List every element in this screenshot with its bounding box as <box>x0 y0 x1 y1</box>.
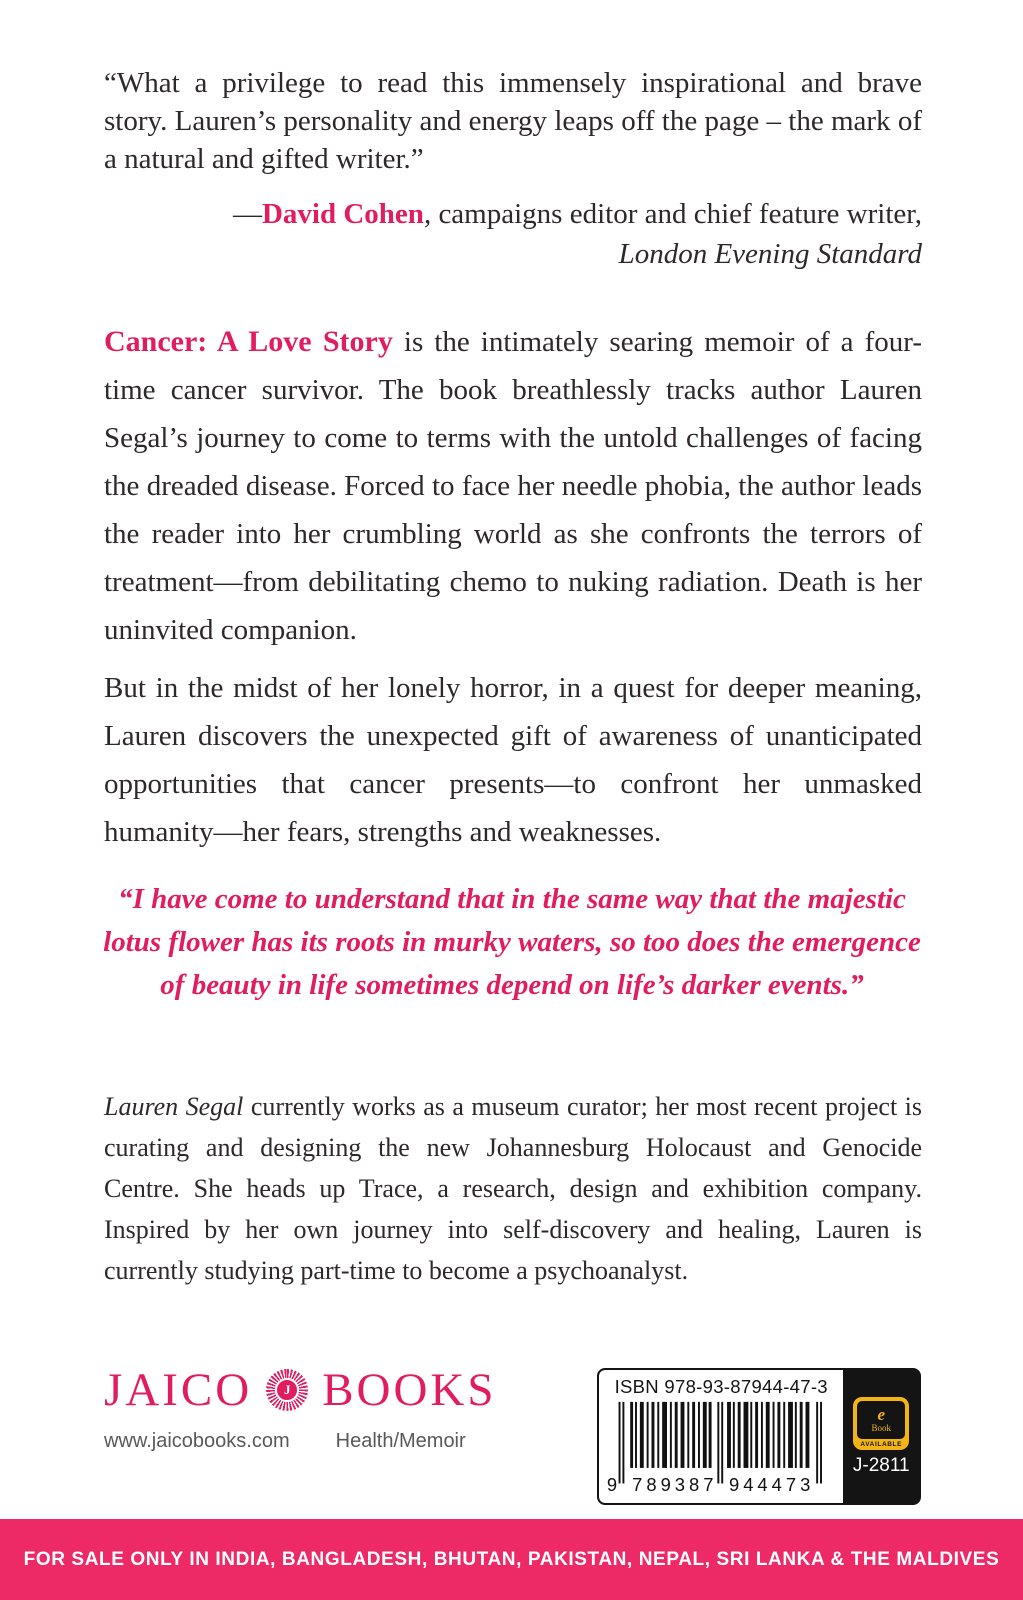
synopsis-text-1: is the intimately searing memoir of a four-time cancer survivor. The book breathlessly tracks author Lauren Segal’s journey to come to terms with the untold challenges of facing the dreaded disease. Forced to face her needle phobia, the author leads the reader into her crumbling world as she confronts the terrors of treatment—from debilitating chemo to nuking radiation. Death is her uninvited companion. <box>104 326 922 646</box>
barcode-digit-group-1: 9 <box>606 1474 618 1496</box>
author-bio <box>104 1086 922 1291</box>
barcode-side-panel <box>843 1370 919 1503</box>
sales-restriction-bar <box>0 1519 1023 1600</box>
synopsis-paragraph-2: But in the midst of her lonely horror, in a quest for deeper meaning, Lauren discovers the unexpected gift of awareness of unanticipated opportunities that cancer presents—to confront her unmasked humanity—her fears, strengths and weaknesses. <box>104 672 922 848</box>
sales-restriction-text: FOR SALE ONLY IN INDIA, BANGLADESH, BHUTAN, PAKISTAN, NEPAL, SRI LANKA & THE MALDIVES <box>23 1548 1000 1570</box>
publisher-logo <box>104 1364 497 1416</box>
author-pull-quote: “I have come to understand that in the same way that the majestic lotus flower has its roots in murky waters, so too does the emergence of beauty in life sometimes depend on life’s darker events.” <box>103 883 921 1001</box>
attribution-dash: — <box>232 198 262 230</box>
barcode-digit-group-3: 944473 <box>728 1474 811 1496</box>
ebook-book-icon <box>857 1401 905 1439</box>
ebook-book-label: Book <box>871 1422 891 1433</box>
ebook-available-label: AVAILABLE <box>860 1440 903 1448</box>
reviewer-title: , campaigns editor and chief feature writer, <box>423 198 922 230</box>
publisher-code: J-2811 <box>852 1454 910 1476</box>
bio-text: currently works as a museum curator; her most recent project is curating and designing the new Johannesburg Holocaust and Genocide Centre. She heads up Trace, a research, design and exhibition company. Inspired by her own journey into self-discovery and healing, Lauren is currently studying part-time to become a psychoanalyst. <box>104 1092 922 1285</box>
isbn-number: ISBN 978-93-87944-47-3 <box>614 1376 828 1397</box>
review-source: London Evening Standard <box>618 238 922 270</box>
barcode-panel <box>597 1368 921 1505</box>
publisher-website: www.jaicobooks.com <box>104 1430 290 1452</box>
publisher-name-jaico: JAICO <box>104 1364 253 1416</box>
author-name: Lauren Segal <box>104 1092 244 1121</box>
barcode-image <box>605 1398 837 1499</box>
barcode-digit-group-2: 789387 <box>632 1474 714 1496</box>
barcode-area <box>599 1370 843 1503</box>
book-category: Health/Memoir <box>335 1430 466 1452</box>
synopsis-paragraph-1 <box>104 318 922 654</box>
jaico-monogram: J <box>275 1378 299 1402</box>
book-title: Cancer: A Love Story <box>104 325 393 358</box>
jaico-sunburst-icon <box>266 1369 308 1411</box>
reviewer-name: David Cohen <box>261 198 424 230</box>
publisher-name-books: BOOKS <box>322 1364 497 1416</box>
ebook-e-glyph: e <box>877 1404 885 1424</box>
ebook-available-badge <box>853 1397 909 1450</box>
review-attribution <box>104 194 922 234</box>
review-quote: “What a privilege to read this immensely inspirational and brave story. Lauren’s personality and energy leaps off the page – the mark of a natural and gifted writer.” <box>104 67 922 175</box>
publisher-meta <box>104 1430 466 1453</box>
